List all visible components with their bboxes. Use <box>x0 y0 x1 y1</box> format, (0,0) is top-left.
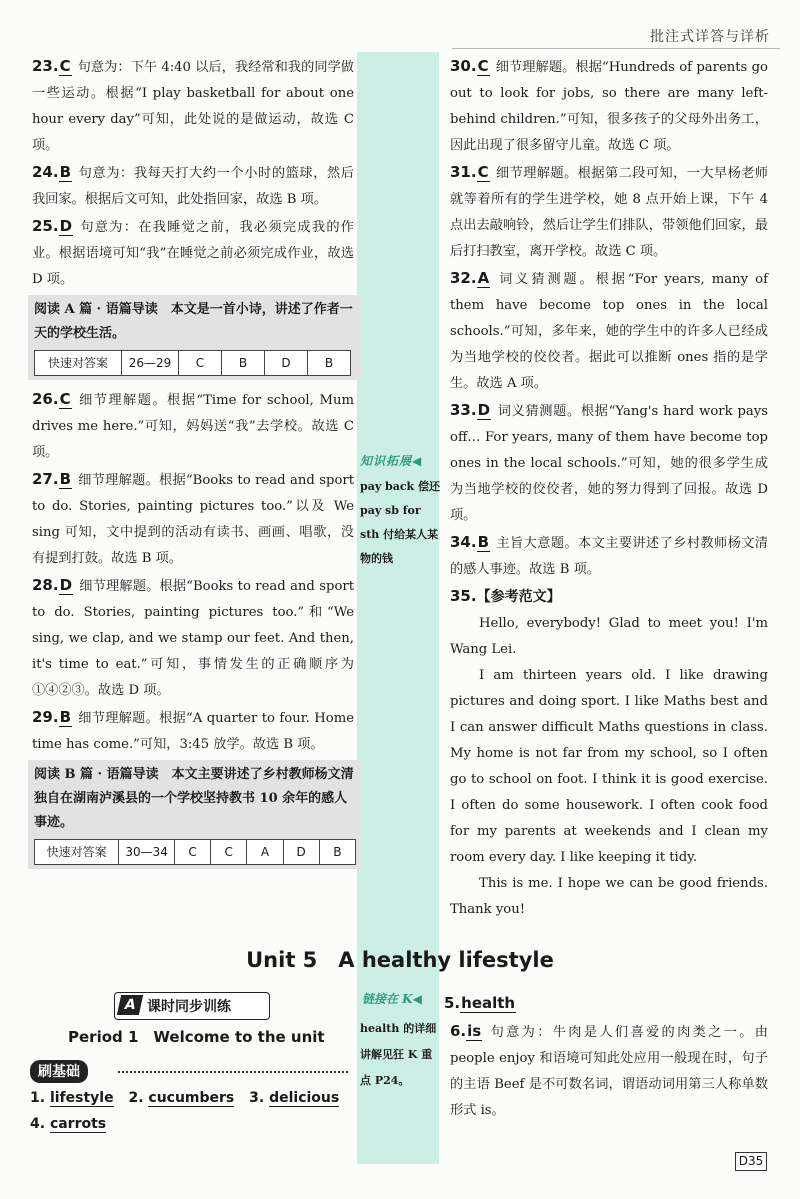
period-title: Period 1 Welcome to the unit <box>68 1028 325 1046</box>
quick-answer-cell: A <box>247 840 283 865</box>
answer-word: is <box>467 1022 482 1040</box>
item-number: 34. <box>450 533 477 551</box>
answer-item <box>32 53 354 159</box>
explanation: 词义猜测题。根据“For years, many of them have become top ones in the local schools.”可知，多年来，她的学生中的许多人已经成为当地学校的佼佼者。据此可以推断 ones 指的是学生。故选 A 项。 <box>450 272 768 391</box>
link-note-title: 链接在 K◀ <box>362 992 422 1006</box>
answer-item <box>450 397 768 529</box>
answer-letter: B <box>477 533 490 551</box>
quick-answer-cell: D <box>265 351 308 376</box>
answer-letter: D <box>477 401 491 419</box>
sample-essay <box>450 583 768 923</box>
explanation: 细节理解题。根据“Time for school, Mum drives me here.”可知，妈妈送“我”去学校。故选 C 项。 <box>32 393 354 460</box>
answer-letter: C <box>477 163 489 181</box>
vocab-word: delicious <box>269 1090 340 1106</box>
answer-item <box>32 213 354 293</box>
item-number: 25. <box>32 217 59 235</box>
section-banner <box>114 992 270 1020</box>
quick-answer-range: 30—34 <box>119 840 175 865</box>
answer-item <box>450 529 768 583</box>
item-number: 24. <box>32 163 59 181</box>
quick-answer-label: 快速对答案 <box>35 840 119 865</box>
item-number: 33. <box>450 401 477 419</box>
vocab-word: carrots <box>49 1116 107 1132</box>
answer-item <box>450 53 768 159</box>
quick-answer-cell: C <box>211 840 247 865</box>
explanation: 句意为：下午 4:40 以后，我经常和我的同学做一些运动。根据“I play basketball for about one hour every day”可知，此处说的是做运动，故选 C 项。 <box>32 60 354 153</box>
answer-letter: B <box>59 470 72 488</box>
unit-answers <box>444 990 768 1124</box>
explanation: 句意为：在我睡觉之前，我必须完成我的作业。根据语境可知“我”在睡觉之前必须完成作业，故选 D 项。 <box>32 220 354 287</box>
item-number: 32. <box>450 269 477 287</box>
vocab-word: cucumbers <box>148 1090 235 1106</box>
knowledge-extension-title: 知识拓展◀ <box>360 454 423 468</box>
vocab-number: 2. <box>128 1090 144 1106</box>
reading-guide-a <box>28 295 362 380</box>
explanation: 句意为：我每天打大约一个小时的篮球，然后我回家。根据后文可知，此处指回家，故选 B 项。 <box>32 166 354 207</box>
explanation: 细节理解题。根据“Books to read and sport to do. Stories, painting pictures too.”和“We sing, we clap, and we stamp our feet. And then, it's time to eat.”可知，事情发生的正确顺序为①④②③。故选 D 项。 <box>32 579 354 698</box>
quick-answer-cell: C <box>179 351 222 376</box>
basic-pill: 刷基础 <box>30 1060 88 1083</box>
right-column <box>450 53 768 923</box>
answer-letter: B <box>59 163 72 181</box>
explanation: 词义猜测题。根据“Yang's hard work pays off… For years, many of them have become top ones in the local schools.”可知，她的很多学生成为当地学校的佼佼者，她的努力得到了回报。故选 D 项。 <box>450 404 768 523</box>
answer-item <box>450 159 768 265</box>
explanation: 细节理解题。根据第二段可知，一大早杨老师就等着所有的学生进学校，她 8 点开始上课，下午 4 点出去敲响铃，然后让学生们排队，带领他们回家，最后打扫教室，离开学校。故选 C 项。 <box>450 166 768 259</box>
quick-answer-table <box>34 839 356 865</box>
item-number: 23. <box>32 57 59 75</box>
vocab-number: 3. <box>249 1090 265 1106</box>
essay-paragraph: Hello, everybody! Glad to meet you! I'm Wang Lei. <box>450 616 768 657</box>
quick-answer-range: 26—29 <box>122 351 179 376</box>
quick-answer-cell: B <box>308 351 351 376</box>
answer-letter: D <box>59 576 73 594</box>
header-rule <box>452 48 780 49</box>
explanation: 细节理解题。根据“Books to read and sport to do. Stories, painting pictures too.”以及 We sing 可知，文中提到的活动有读书、画画、唱歌，没有提到打鼓。故选 B 项。 <box>32 473 354 566</box>
answer-item <box>450 265 768 397</box>
explanation: 细节理解题。根据“A quarter to four. Home time has come.”可知，3:45 放学。故选 B 项。 <box>32 711 354 752</box>
explanation: 细节理解题。根据“Hundreds of parents go out to look for jobs, so there are many left-behind children.”可知，很多孩子的父母外出务工，因此出现了很多留守儿童。故选 C 项。 <box>450 60 768 153</box>
quick-answer-cell: B <box>222 351 265 376</box>
quick-answer-cell: C <box>174 840 210 865</box>
answer-letter: C <box>59 57 71 75</box>
answer-letter: B <box>59 708 72 726</box>
banner-text: 课时同步训练 <box>147 999 231 1015</box>
answer-letter: D <box>59 217 73 235</box>
answer-item <box>32 466 354 572</box>
answer-letter: C <box>477 57 489 75</box>
vocab-line-1 <box>30 1090 339 1106</box>
answer-item <box>444 990 768 1018</box>
basic-practice-label <box>30 1060 88 1083</box>
essay-paragraph: I am thirteen years old. I like drawing pictures and doing sport. I like Maths best and I can answer difficult Maths questions in class. My home is not far from my school, so I often go to school on foot. I think it is good exercise. I often do some housework. I often cook food for my parents at weekends and I clean my room every day. I like keeping it tidy. <box>450 668 768 865</box>
page-number: D35 <box>735 1152 767 1171</box>
essay-paragraph: This is me. I hope we can be good friends. Thank you! <box>450 876 768 917</box>
reading-guide-b <box>28 760 362 869</box>
quick-answer-label: 快速对答案 <box>35 351 122 376</box>
item-number: 6. <box>450 1022 467 1040</box>
left-column <box>32 53 354 875</box>
answer-letter: C <box>59 390 71 408</box>
item-number: 29. <box>32 708 59 726</box>
essay-title: 【参考范文】 <box>476 589 561 605</box>
answer-word: health <box>461 994 516 1012</box>
answer-item <box>32 159 354 213</box>
item-number: 26. <box>32 390 59 408</box>
item-number: 5. <box>444 994 461 1012</box>
vocab-line-2 <box>30 1116 106 1132</box>
explanation: 句意为：牛肉是人们喜爱的肉类之一。由 people enjoy 和语境可知此处应用一般现在时，句子的主语 Beef 是不可数名词，谓语动词用第三人称单数形式 is。 <box>450 1025 768 1118</box>
item-number: 27. <box>32 470 59 488</box>
quick-answer-table <box>34 350 351 376</box>
vocab-number: 1. <box>30 1090 46 1106</box>
knowledge-extension-body: pay back 偿还 pay sb for sth 付给某人某物的钱 <box>360 480 441 565</box>
item-number: 35. <box>450 587 477 605</box>
link-note-body: health 的详细讲解见狂 K 重点 P24。 <box>360 1022 437 1087</box>
answer-letter: A <box>477 269 490 287</box>
quick-answer-cell: D <box>283 840 319 865</box>
explanation: 主旨大意题。本文主要讲述了乡村教师杨文清的感人事迹。故选 B 项。 <box>450 536 768 577</box>
quick-answer-cell: B <box>319 840 355 865</box>
banner-badge: A <box>117 995 143 1015</box>
item-number: 31. <box>450 163 477 181</box>
vocab-word: lifestyle <box>49 1090 114 1106</box>
answer-item <box>450 1018 768 1124</box>
answer-item <box>32 704 354 758</box>
item-number: 30. <box>450 57 477 75</box>
guide-text: 阅读 A 篇 · 语篇导读 本文是一首小诗，讲述了作者一天的学校生活。 <box>34 302 353 341</box>
unit-title: Unit 5 A healthy lifestyle <box>246 948 554 972</box>
page-header: 批注式详答与详析 <box>650 29 770 45</box>
answer-item <box>32 572 354 704</box>
guide-text: 阅读 B 篇 · 语篇导读 本文主要讲述了乡村教师杨文清独自在湖南泸溪县的一个学校坚持教书 10 余年的感人事迹。 <box>34 767 354 830</box>
item-number: 28. <box>32 576 59 594</box>
vocab-number: 4. <box>30 1116 46 1132</box>
answer-item <box>32 386 354 466</box>
dotted-divider <box>118 1071 348 1073</box>
